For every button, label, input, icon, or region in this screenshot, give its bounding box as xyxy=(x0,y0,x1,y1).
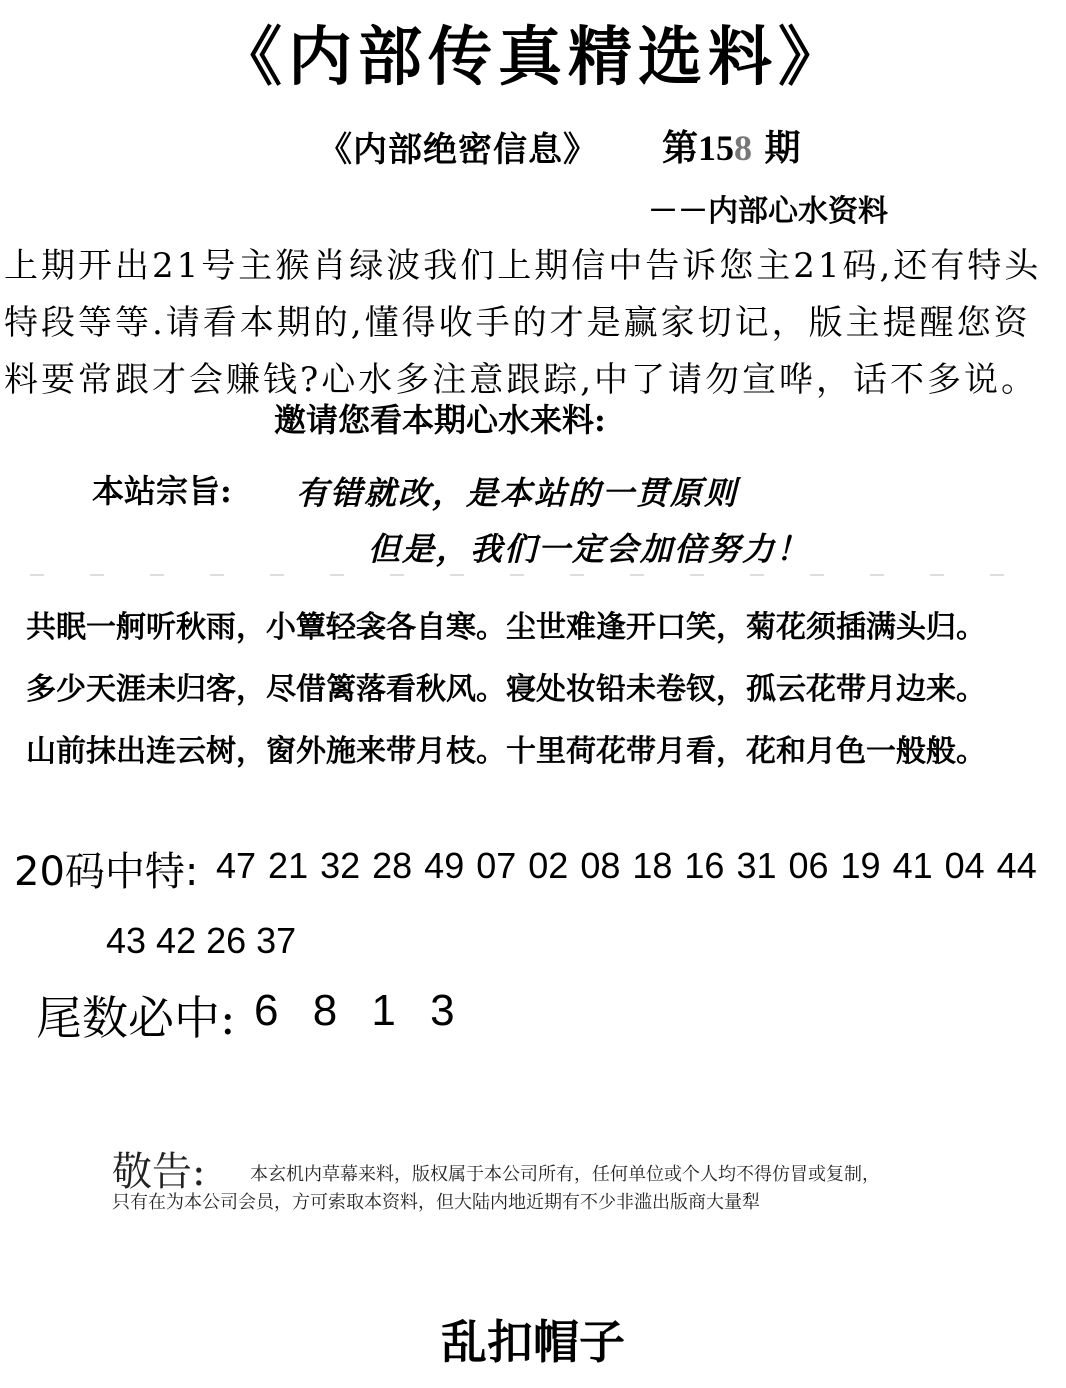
notice-line-1: 本玄机内草幕来料，版权属于本公司所有，任何单位或个人均不得仿冒或复制， xyxy=(250,1164,880,1185)
motto-line-2: 但是，我们一定会加倍努力！ xyxy=(368,530,811,568)
issue-number xyxy=(662,120,801,171)
footer-title: 乱扣帽子 xyxy=(441,1315,625,1369)
subtitle: 《内部绝密信息》 xyxy=(318,130,598,170)
poem-line-3: 山前抹出连云树，窗外施来带月枝。十里荷花带月看，花和月色一般般。 xyxy=(26,734,986,769)
poem-line-2: 多少天涯未归客，尽借篱落看秋风。寝处妆铅未卷钗，孤云花带月边来。 xyxy=(26,672,986,707)
source-line: －－内部心水资料 xyxy=(648,194,888,229)
intro-paragraph: 上期开出21号主猴肖绿波我们上期信中告诉您主21码,还有特头特段等等.请看本期的,懂得收手的才是赢家切记，版主提醒您资料要常跟才会赚钱?心水多注意跟踪,中了请勿宣哗，话不多说。 xyxy=(4,246,1042,400)
codes-row-2: 43 42 26 37 xyxy=(106,920,297,961)
page-title: 《内部传真精选料》 xyxy=(218,20,848,95)
tail-label: 尾数必中: xyxy=(36,991,236,1045)
motto-line-1: 有错就改，是本站的一贯原则 xyxy=(296,474,739,512)
divider xyxy=(30,574,1040,576)
codes-label: 20码中特: xyxy=(14,849,199,895)
notice-line-2: 只有在为本公司会员，方可索取本资料，但大陆内地近期有不少非滥出版商大量犁 xyxy=(112,1192,760,1213)
issue-number-light: 8 xyxy=(734,128,753,168)
motto-label: 本站宗旨: xyxy=(92,472,232,510)
issue-prefix: 第 xyxy=(662,127,699,169)
invite-line: 邀请您看本期心水来料: xyxy=(274,401,606,439)
issue-number-main: 15 xyxy=(698,128,735,168)
poem-line-1: 共眠一舸听秋雨，小簟轻衾各自寒。尘世难逢开口笑，菊花须插满头归。 xyxy=(26,610,986,645)
notice-label: 敬告: xyxy=(112,1149,206,1195)
codes-row-1: 47 21 32 28 49 07 02 08 18 16 31 06 19 41 04 44 xyxy=(216,845,1037,886)
issue-suffix: 期 xyxy=(752,127,801,169)
tail-values: 6 8 1 3 xyxy=(254,986,455,1035)
